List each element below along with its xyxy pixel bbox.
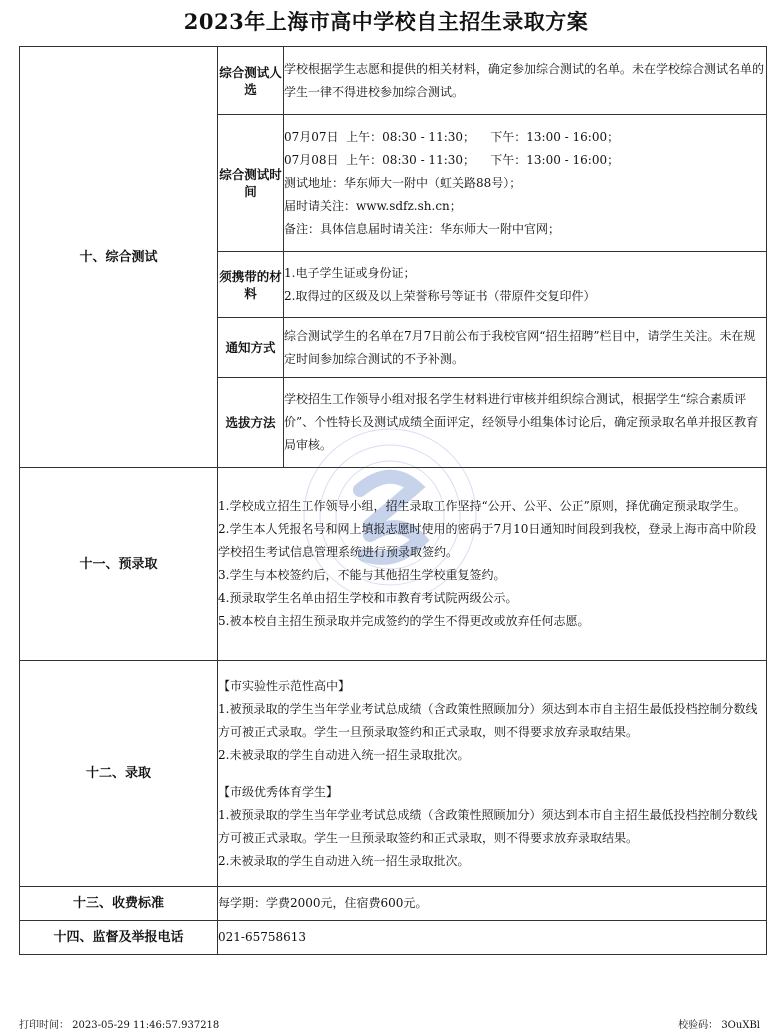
test-time-text bbox=[284, 115, 767, 252]
list-item: 2.未被录取的学生自动进入统一招生录取批次。 bbox=[218, 853, 470, 868]
admission-text bbox=[218, 661, 767, 887]
list-item: 5.被本校自主招生预录取并完成签约的学生不得更改或放弃任何志愿。 bbox=[218, 614, 590, 628]
materials-text bbox=[284, 252, 767, 318]
test-address: 测试地址：华东师大一附中（虹关路88号）； bbox=[284, 175, 522, 190]
s10-row-candidates bbox=[20, 47, 767, 115]
paragraph: 学校招生工作领导小组对报名学生材料进行审核并组织综合测试，根据学生“综合素质评价”、个性特长及测试成绩全面评定，经领导小组集体讨论后，确定预录取名单并报区教育局审核。 bbox=[284, 392, 759, 452]
list-item: 4.预录取学生名单由招生学校和市教育考试院两级公示。 bbox=[218, 591, 518, 605]
label-selection-method: 选拔方法 bbox=[218, 378, 284, 468]
document-title: 2023年上海市高中学校自主招生录取方案 bbox=[183, 9, 589, 34]
hotline-number: 021-65758613 bbox=[218, 921, 767, 955]
selection-method-text bbox=[284, 378, 767, 468]
section-12-heading: 十二、录取 bbox=[20, 661, 218, 887]
section-13-heading: 十三、收费标准 bbox=[20, 887, 218, 921]
schedule-day-1: 07月07日 上午：08:30 - 11:30； 下午：13:00 - 16:00； bbox=[284, 129, 620, 144]
paragraph: 学校根据学生志愿和提供的相关材料，确定参加综合测试的名单。未在学校综合测试名单的学生一律不得进校参加综合测试。 bbox=[284, 61, 765, 99]
label-test-candidates: 综合测试人选 bbox=[218, 47, 284, 115]
print-time: 打印时间： 2023-05-29 11:46:57.937218 bbox=[19, 1020, 220, 1031]
test-candidates-text bbox=[284, 47, 767, 115]
material-item-1: 1.电子学生证或身份证； bbox=[284, 265, 416, 280]
label-materials: 须携带的材料 bbox=[218, 252, 284, 318]
paragraph: 综合测试学生的名单在7月7日前公布于我校官网“招生招聘”栏目中，请学生关注。未在规定时间参加综合测试的不予补测。 bbox=[284, 328, 756, 366]
list-item: 2.未被录取的学生自动进入统一招生录取批次。 bbox=[218, 747, 470, 762]
list-item: 1.学校成立招生工作领导小组，招生录取工作坚持“公开、公平、公正”原则，择优确定预录取学生。 bbox=[218, 499, 746, 513]
check-code: 校验码： 3OuXBl bbox=[678, 1020, 760, 1031]
list-item: 1.被预录取的学生当年学业考试总成绩（含政策性照顾加分）须达到本市自主招生最低投档控制分数线方可被正式录取。学生一旦预录取签约和正式录取，则不得要求放弃录取结果。 bbox=[218, 807, 758, 845]
remark-note: 备注：具体信息届时请关注：华东师大一附中官网； bbox=[284, 221, 561, 236]
s14-row bbox=[20, 921, 767, 955]
s12-row bbox=[20, 661, 767, 887]
section-10-heading: 十、综合测试 bbox=[20, 47, 218, 468]
group-title: 【市级优秀体育学生】 bbox=[218, 784, 339, 799]
s11-row bbox=[20, 468, 767, 661]
list-item: 3.学生与本校签约后，不能与其他招生学校重复签约。 bbox=[218, 568, 506, 582]
schedule-day-2: 07月08日 上午：08:30 - 11:30； 下午：13:00 - 16:00； bbox=[284, 152, 620, 167]
spacer bbox=[218, 767, 766, 781]
s13-row bbox=[20, 887, 767, 921]
section-11-heading: 十一、预录取 bbox=[20, 468, 218, 661]
material-item-2: 2.取得过的区级及以上荣誉称号等证书（带原件交复印件） bbox=[284, 288, 596, 303]
pre-admission-text bbox=[218, 468, 767, 661]
label-notification: 通知方式 bbox=[218, 318, 284, 378]
admission-plan-table bbox=[19, 46, 767, 955]
list-item: 2.学生本人凭报名号和网上填报志愿时使用的密码于7月10日通知时间段到我校，登录上海市高中阶段学校招生考试信息管理系统进行预录取签约。 bbox=[218, 522, 757, 559]
section-14-heading: 十四、监督及举报电话 bbox=[20, 921, 218, 955]
notification-text bbox=[284, 318, 767, 378]
fee-text: 每学期：学费2000元，住宿费600元。 bbox=[218, 887, 767, 921]
website-note: 届时请关注：www.sdfz.sh.cn； bbox=[284, 198, 462, 213]
group-title: 【市实验性示范性高中】 bbox=[218, 678, 351, 693]
list-item: 1.被预录取的学生当年学业考试总成绩（含政策性照顾加分）须达到本市自主招生最低投档控制分数线方可被正式录取。学生一旦预录取签约和正式录取，则不得要求放弃录取结果。 bbox=[218, 701, 758, 739]
label-test-time: 综合测试时间 bbox=[218, 115, 284, 252]
